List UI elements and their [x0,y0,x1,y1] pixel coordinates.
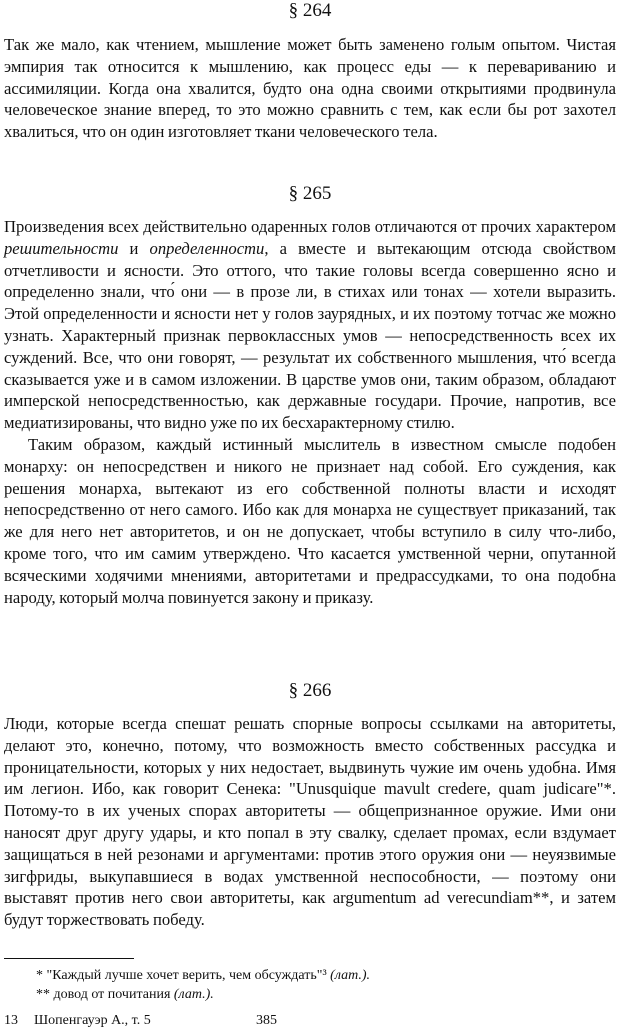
footnotes [36,966,616,1004]
p1-text-b: и [118,238,150,258]
p1-text-c: , а вместе и вытекающим отсюда свойством отчетливости и ясности. Это оттого, что такие головы всегда совершенно ясно и определенно знали, что́ они — в прозе ли, в стихах или тонах — хотели выразить. Этой определенности и ясности нет у голов заурядных, и их поэтому тотчас же можно узнать. Характерный признак первоклассных умов — непосредственность всех их суждений. Все, что они говорят, — результат их собственного мышления, что́ всегда сказывается уже и в самом изложении. В царстве умов они, таким образом, обладают имперской непосредственностью, как державные государи. Прочие, напротив, все медиатизированы, что видно уже по их бесхарактерному стилю. [4,238,616,433]
section-265-heading: § 265 [288,183,332,204]
printer-signature: 13 [4,1013,18,1028]
section-265-paragraph-1 [4,216,616,434]
section-266-paragraph: Люди, которые всегда спешат решать спорные вопросы ссылками на авторитеты, делают это, конечно, потому, что возможность вместо собственных рассудка и проницательности, которых у них недостает, выдвинуть чужие им очень удобна. Имя им легион. Ибо, как говорит Сенека: "Unusquique mavult credere, quam judicare"*. Потому-то в их ученых спорах авторитеты — общепризнанное оружие. Ими они наносят друг другу удары, и кто попал в эту свалку, сделает промах, если вздумает защищаться в ней резонами и аргументами: против этого оружия они — неуязвимые зигфриды, выкупавшиеся в водах умственной неспособности, — поэтому они выставят против него свои авторитеты, как argumentum ad verecundiam**, и затем будут торжествовать победу. [4,714,616,930]
page-number: 385 [256,1013,277,1028]
footnote-2-lang: (лат.). [173,987,214,1002]
section-264-paragraph: Так же мало, как чтением, мышление может быть заменено голым опытом. Чистая эмпирия так относится к мышлению, как процесс еды — к перевариванию и ассимиляции. Когда она хвалится, будто она одна своими открытиями продвинула человеческое знание вперед, то это можно сравнить с тем, как если бы рот захотел хвалиться, что он один изготовляет ткани человеческого тела. [4,35,616,142]
section-265-paragraph-2: Таким образом, каждый истинный мыслитель в известном смысле подобен монарху: он непосредствен и никого не признает над собой. Его суждения, как решения монарха, вытекают из его собственной полноты власти и исходят непосредственно от него самого. Ибо как для монарха не существует приказаний, так же для него нет авторитетов, и он не допускает, чтобы вступило в силу что-либо, кроме того, что им самим утверждено. Что касается умственной черни, опутанной всяческими ходячими мнениями, авторитетами и предрассудками, то она подобна народу, который молча повинуется закону и приказу. [4,434,616,607]
p1-emphasis-decisiveness: решительности [4,238,119,258]
footnote-1 [36,966,616,985]
footnote-2 [36,985,616,1004]
section-264-heading: § 264 [288,0,332,21]
p1-text-a: Произведения всех действительно одаренных голов отличаются от прочих характером [4,217,616,236]
section-265-body [0,216,620,608]
footnote-1-text: * "Каждый лучше хочет верить, чем обсуждать"³ [36,968,331,983]
footnote-divider [4,958,134,959]
footer-author: Шопенгауэр А., т. 5 [34,1013,151,1028]
section-266-heading: § 266 [288,680,332,701]
p1-emphasis-definiteness: определенности [149,238,265,258]
footnote-2-text: ** довод от почитания [36,987,174,1002]
footnote-1-lang: (лат.). [330,968,371,983]
